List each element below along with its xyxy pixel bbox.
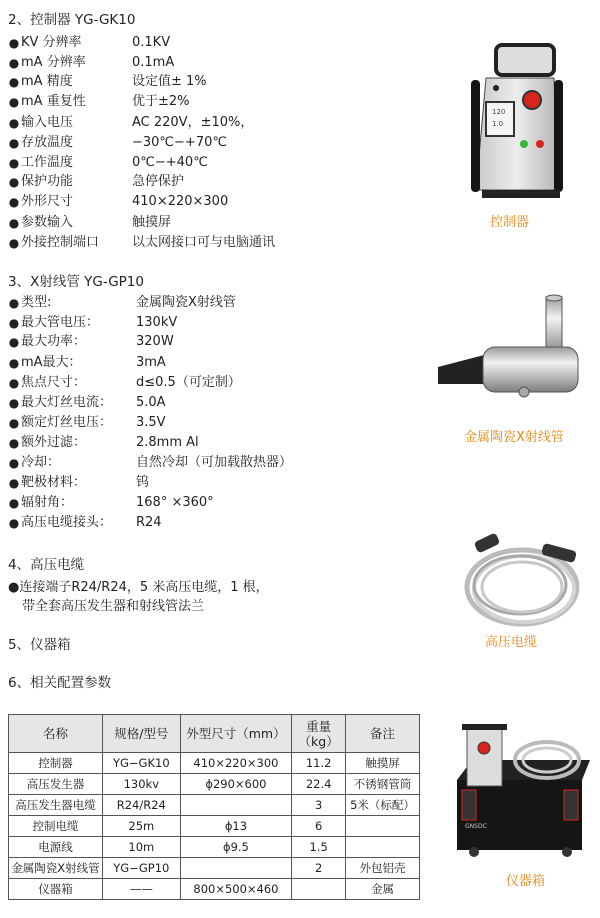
cable-description [8, 578, 269, 616]
spec-label: 最大灯丝电流： [21, 395, 113, 410]
spec-value: AC 220V，±10%， [132, 115, 254, 130]
spec-label: mA 精度 [21, 74, 73, 89]
bullet: ● [8, 580, 20, 595]
bullet: ● [8, 36, 20, 50]
spec-label: 工作温度 [21, 155, 74, 170]
case-section-title: 5、仪器箱 [8, 637, 71, 653]
spec-label: mA 重复性 [21, 94, 86, 109]
bullet: ● [8, 396, 20, 410]
bullet: ● [8, 416, 20, 430]
spec-value: 0.1KV [132, 35, 171, 50]
xray-tube-caption: 金属陶瓷X射线管 [464, 430, 564, 445]
spec-label: 存放温度 [21, 135, 74, 150]
table-cell: 130kv [102, 774, 180, 795]
spec-label: 冷却： [21, 455, 61, 470]
cable-description-line [8, 578, 269, 597]
header-weight-text: 重量（kg） [298, 718, 339, 749]
table-cell: YG−GK10 [102, 753, 180, 774]
tube-spec-item [8, 332, 388, 352]
table-cell: 1.5 [292, 837, 346, 858]
table-cell: 金属陶瓷X射线管 [9, 858, 103, 879]
spec-value: 金属陶瓷X射线管 [136, 295, 236, 310]
bullet: ● [8, 156, 20, 170]
table-cell [180, 795, 292, 816]
red-led-icon [536, 140, 544, 148]
tube-spec-item [8, 413, 388, 433]
spec-label: 最大管电压： [21, 315, 100, 330]
spec-label: 保护功能 [21, 174, 74, 189]
header-dimensions [180, 715, 292, 753]
spec-label: mA 分辨率 [21, 55, 86, 70]
controller-spec-item [8, 153, 388, 173]
spec-value: 0℃−+40℃ [132, 155, 208, 170]
spec-value: R24 [136, 515, 162, 530]
tube-spec-item [8, 453, 388, 473]
green-led-icon [520, 140, 528, 148]
bullet: ● [8, 116, 20, 130]
tube-spec-item [8, 373, 388, 393]
spec-value: d≤0.5（可定制） [136, 375, 241, 390]
table-cell [346, 816, 420, 837]
table-cell: 6 [292, 816, 346, 837]
header-remarks: 备注 [346, 715, 420, 753]
table-cell: ϕ9.5 [180, 837, 292, 858]
spec-value: 设定值± 1% [132, 74, 207, 89]
params-table [8, 714, 420, 900]
key-switch-icon [493, 85, 499, 91]
bullet: ● [8, 516, 20, 530]
spec-value: 自然冷却（可加载散热器） [136, 455, 293, 470]
controller-spec-item [8, 213, 388, 233]
tube-spec-item [8, 473, 388, 493]
cable-line-2: 带全套高压发生器和射线管法兰 [22, 599, 205, 614]
table-cell: 3 [292, 795, 346, 816]
table-cell: YG−GP10 [102, 858, 180, 879]
bullet: ● [8, 335, 20, 349]
table-cell: 2 [292, 858, 346, 879]
spec-label: 参数输入 [21, 215, 74, 230]
table-cell [180, 858, 292, 879]
controller-spec-item [8, 92, 388, 112]
bullet: ● [8, 436, 20, 450]
spec-value: 3.5V [136, 415, 166, 430]
bullet: ● [8, 95, 20, 109]
spec-label: 额定灯丝电压： [21, 415, 113, 430]
spec-label: 外形尺寸 [21, 194, 74, 209]
controller-spec-item [8, 192, 388, 212]
bullet: ● [8, 56, 20, 70]
table-cell [292, 879, 346, 900]
table-row [9, 816, 420, 837]
spec-label: mA最大： [21, 355, 82, 370]
tube-spec-item [8, 393, 388, 413]
tube-section-title: 3、X射线管 YG-GP10 [8, 274, 144, 290]
header-name: 名称 [9, 715, 103, 753]
spec-value: 以太网接口可与电脑通讯 [132, 235, 276, 250]
bullet: ● [8, 376, 20, 390]
controller-spec-item [8, 172, 388, 192]
table-row [9, 795, 420, 816]
table-header-row [9, 715, 420, 753]
spec-value: 168° ×360° [136, 495, 214, 510]
spec-label: 最大功率： [21, 334, 87, 349]
bullet: ● [8, 356, 20, 370]
bullet: ● [8, 296, 20, 310]
hv-cable-illustration [460, 525, 585, 630]
screen-line-2: 1.0 [492, 120, 504, 128]
table-cell: ϕ13 [180, 816, 292, 837]
tube-spec-item [8, 293, 388, 313]
table-cell: 不锈钢管筒 [346, 774, 420, 795]
spec-value: 触摸屏 [132, 215, 172, 230]
table-cell: 仪器箱 [9, 879, 103, 900]
bullet: ● [8, 136, 20, 150]
spec-label: KV 分辨率 [21, 35, 82, 50]
header-dimensions-text: 外型尺寸（mm） [186, 726, 286, 741]
bullet: ● [8, 216, 20, 230]
spec-value: 410×220×300 [132, 194, 229, 209]
bullet: ● [8, 456, 20, 470]
table-cell: 触摸屏 [346, 753, 420, 774]
spec-value: 320W [136, 334, 174, 349]
bullet: ● [8, 236, 20, 250]
table-row [9, 858, 420, 879]
spec-value: 急停保护 [132, 174, 185, 189]
controller-photo [466, 40, 576, 205]
controller-illustration [466, 40, 576, 205]
spec-value: 5.0A [136, 395, 166, 410]
table-cell: 控制电缆 [9, 816, 103, 837]
spec-label: 靶极材料： [21, 475, 87, 490]
table-cell: 800×500×460 [180, 879, 292, 900]
emergency-stop-icon [523, 91, 541, 109]
instrument-case-illustration [452, 720, 590, 860]
table-cell: —— [102, 879, 180, 900]
spec-value: 130kV [136, 315, 178, 330]
table-cell: 410×220×300 [180, 753, 292, 774]
header-model: 规格/型号 [102, 715, 180, 753]
hv-cable-caption: 高压电缆 [485, 635, 538, 650]
spec-value: 0.1mA [132, 55, 175, 70]
controller-spec-item [8, 72, 388, 92]
controller-spec-item [8, 33, 388, 53]
table-cell: 高压发生器 [9, 774, 103, 795]
tube-spec-item [8, 433, 388, 453]
bullet: ● [8, 496, 20, 510]
spec-label: 外接控制端口 [21, 235, 100, 250]
tube-spec-item [8, 513, 388, 533]
spec-label: 额外过滤： [21, 435, 87, 450]
table-cell: 22.4 [292, 774, 346, 795]
controller-spec-item [8, 53, 388, 73]
spec-value: 3mA [136, 355, 166, 370]
params-section-title: 6、相关配置参数 [8, 675, 112, 691]
instrument-case-photo [452, 720, 590, 860]
screen-line-1: 120 [492, 108, 506, 116]
case-label-text: GNSDC [465, 823, 487, 830]
bullet: ● [8, 175, 20, 189]
tube-spec-item [8, 313, 388, 333]
controller-section-title: 2、控制器 YG-GK10 [8, 12, 136, 28]
controller-spec-item [8, 113, 388, 133]
header-weight [292, 715, 346, 753]
tube-spec-item [8, 353, 388, 373]
table-cell: 外包铝壳 [346, 858, 420, 879]
spec-label: 输入电压 [21, 115, 74, 130]
table-cell: 电源线 [9, 837, 103, 858]
spec-label: 类型: [21, 295, 52, 310]
spec-value: 钨 [136, 475, 150, 490]
tube-spec-item [8, 493, 388, 513]
spec-value: 2.8mm Al [136, 435, 199, 450]
table-cell: 25m [102, 816, 180, 837]
spec-label: 辐射角： [21, 495, 74, 510]
cable-section-title: 4、高压电缆 [8, 557, 85, 573]
table-cell [346, 837, 420, 858]
xray-tube-photo [428, 292, 588, 412]
spec-value: −30℃−+70℃ [132, 135, 227, 150]
table-row [9, 837, 420, 858]
table-row [9, 774, 420, 795]
table-cell: 控制器 [9, 753, 103, 774]
table-cell: ϕ290×600 [180, 774, 292, 795]
bullet: ● [8, 75, 20, 89]
bullet: ● [8, 195, 20, 209]
table-cell: 金属 [346, 879, 420, 900]
instrument-case-caption: 仪器箱 [506, 874, 546, 889]
bullet: ● [8, 476, 20, 490]
cable-line-1: 连接端子R24/R24，5 米高压电缆，1 根， [19, 580, 269, 595]
hv-cable-photo [460, 525, 585, 630]
table-cell: 5米（标配） [346, 795, 420, 816]
spec-label: 焦点尺寸： [21, 375, 87, 390]
table-cell: 10m [102, 837, 180, 858]
table-cell: 高压发生器电缆 [9, 795, 103, 816]
controller-caption: 控制器 [490, 215, 530, 230]
xray-tube-illustration [428, 292, 588, 412]
controller-spec-item [8, 133, 388, 153]
spec-value: 优于±2% [132, 94, 190, 109]
bullet: ● [8, 316, 20, 330]
table-cell: 11.2 [292, 753, 346, 774]
table-row [9, 753, 420, 774]
table-row [9, 879, 420, 900]
spec-label: 高压电缆接头： [21, 515, 113, 530]
table-cell: R24/R24 [102, 795, 180, 816]
controller-spec-item [8, 233, 388, 253]
